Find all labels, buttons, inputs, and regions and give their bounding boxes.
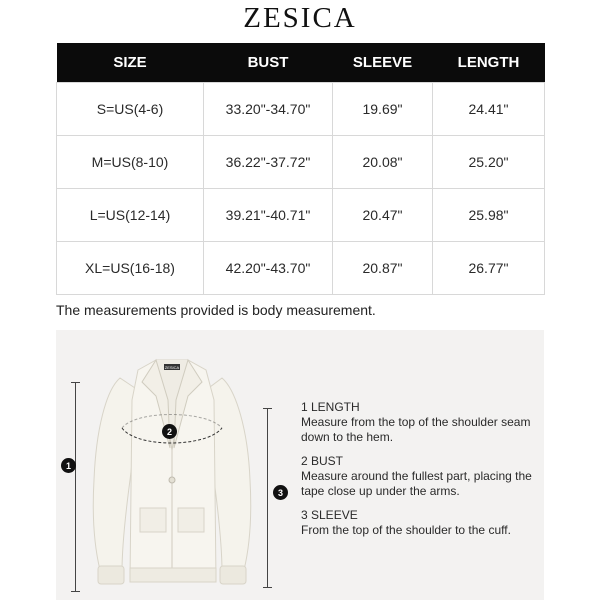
size-chart-table bbox=[56, 43, 545, 295]
cell-size: L=US(12-14) bbox=[57, 188, 204, 241]
length-marker-badge: 1 bbox=[61, 458, 76, 473]
header-size: SIZE bbox=[57, 43, 204, 82]
cell-sleeve: 20.47" bbox=[333, 188, 433, 241]
cell-sleeve: 20.08" bbox=[333, 135, 433, 188]
instruction-sleeve-title: 3 SLEEVE bbox=[301, 508, 358, 522]
instruction-sleeve-desc: From the top of the shoulder to the cuff. bbox=[301, 523, 511, 537]
cell-length: 24.41" bbox=[433, 82, 545, 135]
garment-label-tag: ZESICA bbox=[164, 365, 180, 370]
instruction-length-title: 1 LENGTH bbox=[301, 400, 360, 414]
cell-sleeve: 20.87" bbox=[333, 241, 433, 294]
cell-bust: 39.21"-40.71" bbox=[204, 188, 333, 241]
sleeve-marker-badge: 3 bbox=[273, 485, 288, 500]
cardigan-illustration bbox=[56, 330, 286, 600]
sleeve-tick-top bbox=[263, 408, 272, 409]
instruction-length bbox=[301, 400, 541, 445]
cell-length: 25.20" bbox=[433, 135, 545, 188]
cell-size: M=US(8-10) bbox=[57, 135, 204, 188]
length-dimension-line bbox=[75, 382, 76, 592]
measurement-instructions bbox=[301, 400, 541, 547]
bust-marker-badge: 2 bbox=[162, 424, 177, 439]
sleeve-tick-bottom bbox=[263, 587, 272, 588]
table-header-row bbox=[57, 43, 545, 82]
cell-size: XL=US(16-18) bbox=[57, 241, 204, 294]
cell-sleeve: 19.69" bbox=[333, 82, 433, 135]
length-tick-top bbox=[71, 382, 80, 383]
header-length: LENGTH bbox=[433, 43, 545, 82]
table-row bbox=[57, 188, 545, 241]
cell-bust: 42.20"-43.70" bbox=[204, 241, 333, 294]
cell-bust: 33.20"-34.70" bbox=[204, 82, 333, 135]
measurement-note: The measurements provided is body measurement. bbox=[56, 302, 376, 318]
table-row bbox=[57, 82, 545, 135]
header-sleeve: SLEEVE bbox=[333, 43, 433, 82]
table-row bbox=[57, 241, 545, 294]
brand-logo: ZESICA bbox=[243, 2, 357, 34]
sleeve-dimension-line bbox=[267, 408, 268, 588]
table-row bbox=[57, 135, 545, 188]
cell-length: 26.77" bbox=[433, 241, 545, 294]
cell-bust: 36.22"-37.72" bbox=[204, 135, 333, 188]
cell-length: 25.98" bbox=[433, 188, 545, 241]
instruction-bust bbox=[301, 454, 541, 499]
instruction-bust-title: 2 BUST bbox=[301, 454, 344, 468]
instruction-length-desc: Measure from the top of the shoulder seam down to the hem. bbox=[301, 415, 531, 444]
length-tick-bottom bbox=[71, 591, 80, 592]
instruction-sleeve bbox=[301, 508, 541, 538]
measurement-diagram bbox=[56, 330, 544, 600]
instruction-bust-desc: Measure around the fullest part, placing the tape close up under the arms. bbox=[301, 469, 532, 498]
cell-size: S=US(4-6) bbox=[57, 82, 204, 135]
header-bust: BUST bbox=[204, 43, 333, 82]
